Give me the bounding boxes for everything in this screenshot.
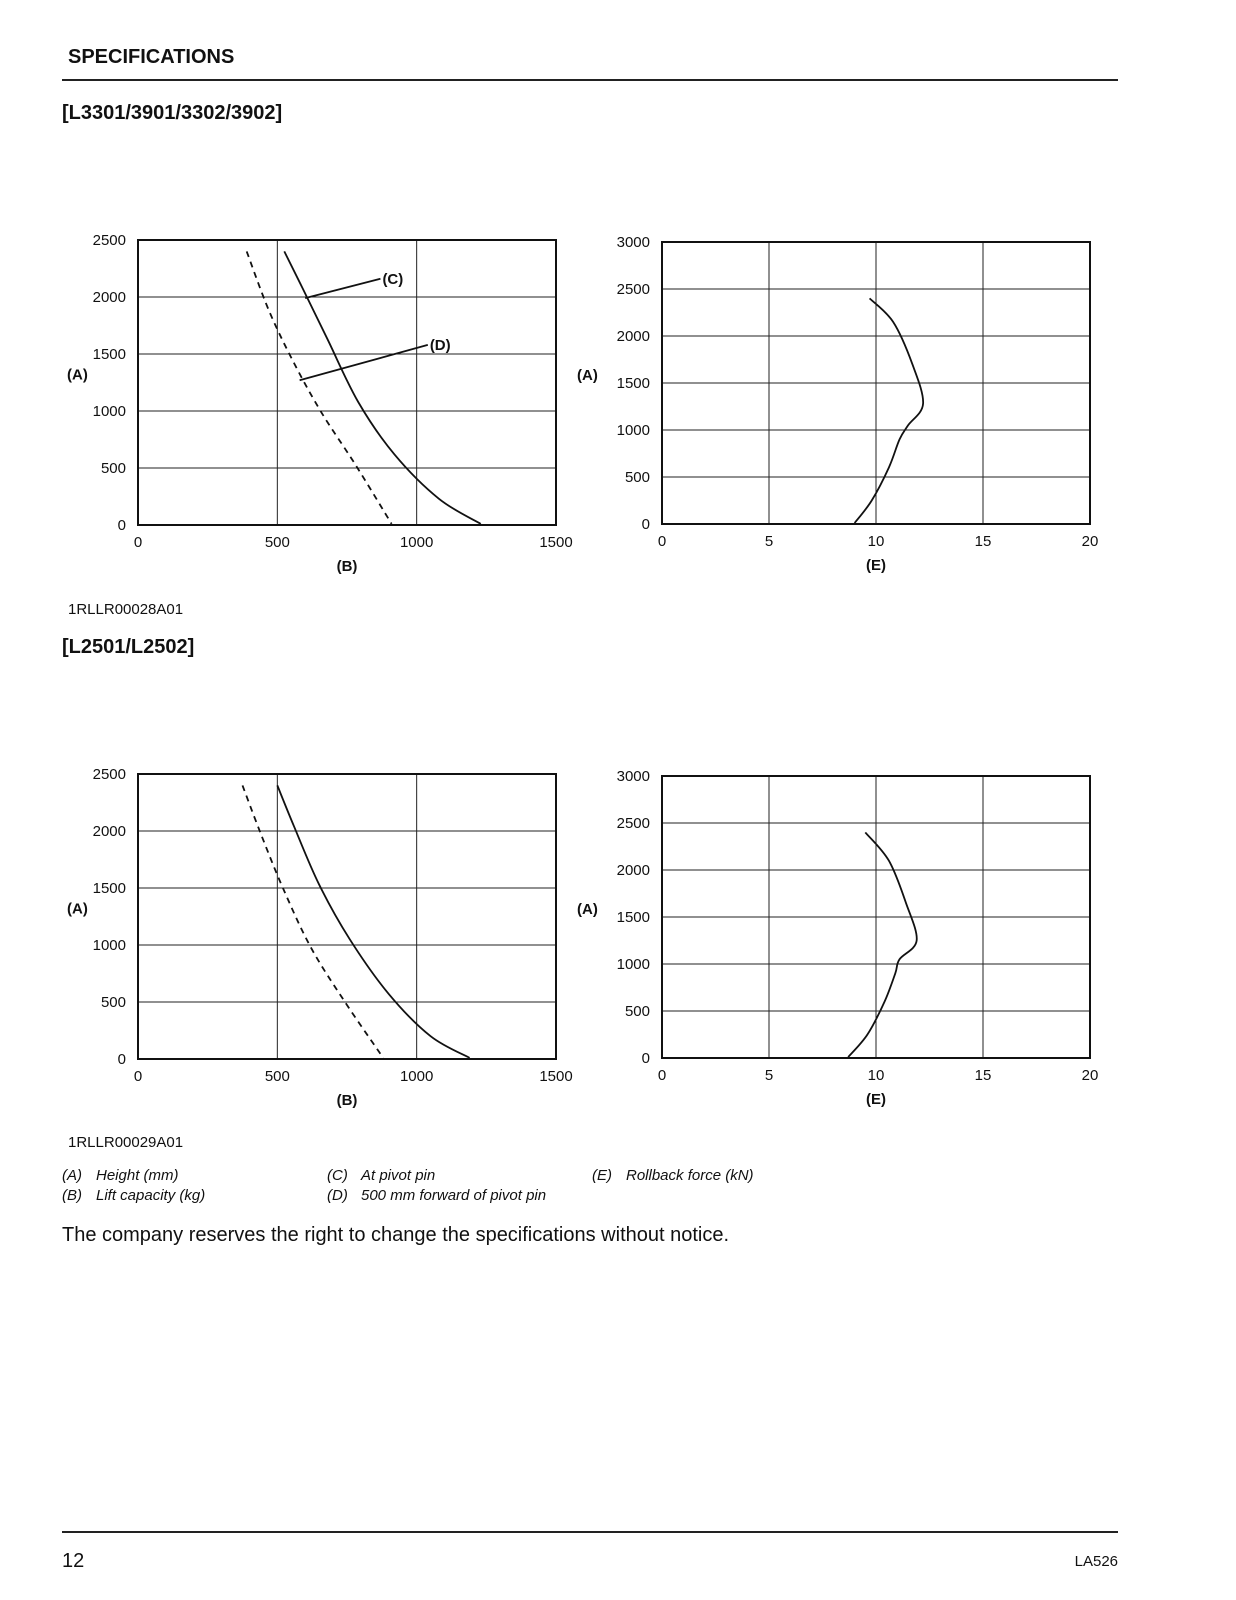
legend-item-b [62, 1187, 205, 1204]
y-axis-label: (A) [577, 901, 598, 919]
lift-capacity-chart-2 [50, 762, 590, 1122]
legend-key: (C) [327, 1167, 348, 1184]
y-tick-label: 0 [117, 517, 126, 534]
header-rule [62, 79, 1118, 81]
legend-key: (B) [62, 1187, 82, 1204]
y-tick-label: 500 [624, 1003, 650, 1020]
y-tick-label: 2000 [616, 862, 650, 879]
legend-text: At pivot pin [361, 1167, 436, 1184]
y-tick-label: 0 [641, 1050, 650, 1067]
series-line-dashed [247, 251, 392, 523]
y-tick-label: 1500 [616, 375, 650, 392]
y-tick-label: 2000 [92, 289, 126, 306]
x-tick-label: 500 [264, 534, 290, 551]
x-tick-label: 1500 [539, 1068, 573, 1085]
x-tick-label: 1000 [399, 534, 434, 551]
page-number: 12 [62, 1550, 85, 1572]
y-axis-label: (A) [577, 367, 598, 385]
y-tick-label: 2500 [92, 766, 126, 783]
series-line-solid [855, 298, 924, 523]
section-title: SPECIFICATIONS [68, 46, 235, 68]
lift-capacity-chart-1 [50, 228, 590, 588]
x-tick-label: 10 [867, 1067, 885, 1084]
callout-label: (C) [382, 270, 404, 288]
y-tick-label: 2000 [616, 328, 650, 345]
x-axis-label: (E) [866, 557, 886, 574]
y-tick-label: 1500 [616, 909, 650, 926]
x-tick-label: 5 [764, 533, 774, 550]
y-tick-label: 0 [641, 516, 650, 533]
y-tick-label: 1000 [92, 937, 126, 954]
x-tick-label: 20 [1081, 533, 1099, 550]
series-line-dashed [243, 785, 384, 1057]
x-tick-label: 0 [657, 533, 667, 550]
doc-code: LA526 [1074, 1553, 1118, 1570]
y-tick-label: 500 [624, 469, 650, 486]
x-tick-label: 1000 [399, 1068, 434, 1085]
legend-item-c [327, 1167, 435, 1184]
series-line-solid [277, 785, 469, 1057]
legend-text: Rollback force (kN) [626, 1167, 754, 1184]
callout-label: (D) [429, 336, 451, 354]
y-tick-label: 0 [117, 1051, 126, 1068]
y-tick-label: 1500 [92, 346, 126, 363]
y-tick-label: 1500 [92, 880, 126, 897]
y-tick-label: 500 [100, 460, 126, 477]
rollback-force-chart-1 [572, 228, 1112, 588]
model-heading-1: [L3301/3901/3302/3902] [62, 102, 283, 124]
series-line-solid [284, 251, 480, 523]
x-tick-label: 15 [974, 533, 992, 550]
y-tick-label: 2500 [616, 815, 650, 832]
x-tick-label: 20 [1081, 1067, 1099, 1084]
y-tick-label: 3000 [616, 234, 650, 251]
x-tick-label: 15 [974, 1067, 992, 1084]
legend-key: (D) [327, 1187, 348, 1204]
x-tick-label: 10 [867, 533, 885, 550]
legend-text: Height (mm) [96, 1167, 179, 1184]
legend-text: 500 mm forward of pivot pin [361, 1187, 547, 1204]
y-tick-label: 1000 [616, 422, 650, 439]
x-tick-label: 0 [133, 534, 143, 551]
legend-item-e [592, 1167, 754, 1184]
y-tick-label: 1000 [92, 403, 126, 420]
legend-key: (E) [592, 1167, 612, 1184]
x-tick-label: 0 [133, 1068, 143, 1085]
x-axis-label: (E) [866, 1091, 886, 1108]
figure-code-2: 1RLLR00029A01 [68, 1134, 184, 1151]
legend-text: Lift capacity (kg) [96, 1187, 206, 1204]
y-axis-label: (A) [67, 366, 88, 384]
y-axis-label: (A) [67, 900, 88, 918]
legend-item-d [327, 1187, 546, 1204]
y-tick-label: 1000 [616, 956, 650, 973]
footer-rule [62, 1531, 1118, 1533]
x-axis-label: (B) [336, 558, 358, 575]
y-tick-label: 500 [100, 994, 126, 1011]
y-tick-label: 2000 [92, 823, 126, 840]
figure-code-1: 1RLLR00028A01 [68, 601, 184, 618]
plot-frame [138, 774, 556, 1059]
series-line-solid [848, 832, 917, 1057]
y-tick-label: 3000 [616, 768, 650, 785]
rollback-force-chart-2 [572, 762, 1112, 1122]
notice-text: The company reserves the right to change the specifications without notice. [62, 1224, 730, 1246]
callout-line [300, 345, 428, 380]
y-tick-label: 2500 [616, 281, 650, 298]
legend-item-a [62, 1167, 179, 1184]
x-tick-label: 5 [764, 1067, 774, 1084]
x-tick-label: 1500 [539, 534, 573, 551]
x-tick-label: 500 [264, 1068, 290, 1085]
legend-key: (A) [62, 1167, 82, 1184]
x-tick-label: 0 [657, 1067, 667, 1084]
y-tick-label: 2500 [92, 232, 126, 249]
model-heading-2: [L2501/L2502] [62, 636, 195, 658]
callout-line [305, 279, 380, 298]
x-axis-label: (B) [336, 1092, 358, 1109]
